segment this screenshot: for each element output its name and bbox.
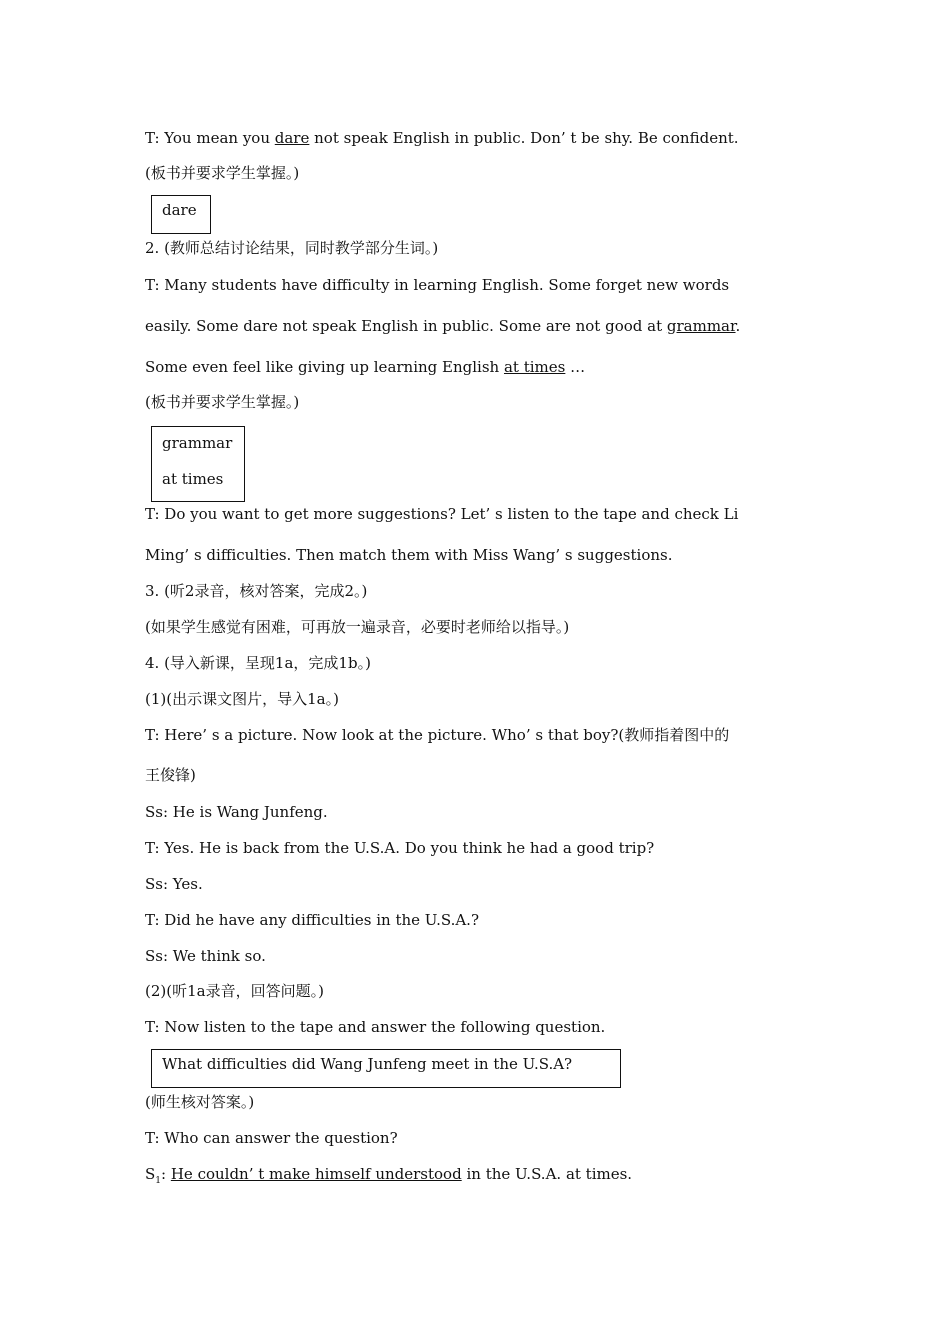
text: not speak English in public. Don’ t be shy. Be confident.: [309, 129, 739, 147]
text-line: Ss: Yes.: [145, 875, 203, 893]
text-line: T: Many students have difficulty in learning English. Some forget new words: [145, 276, 730, 294]
text: .: [735, 317, 741, 335]
text: Some even feel like giving up learning English: [145, 358, 504, 376]
text-line: T: Yes. He is back from the U.S.A. Do you think he had a good trip?: [145, 839, 655, 857]
text-line: [145, 357, 585, 377]
underlined-word: grammar: [666, 317, 736, 335]
board-box: [151, 195, 211, 234]
question-box: [151, 1049, 621, 1088]
text-line: (板书并要求学生掌握。): [145, 393, 300, 411]
box-text: grammar: [162, 434, 233, 452]
text-line: [145, 316, 740, 336]
text-line: (如果学生感觉有困难，可再放一遍录音，必要时老师给以指导。): [145, 618, 570, 636]
text-line: (板书并要求学生掌握。): [145, 164, 300, 182]
underlined-word: at times: [503, 358, 566, 376]
text: S: [145, 1165, 156, 1183]
text-line: 2. (教师总结讨论结果，同时教学部分生词。): [145, 239, 439, 257]
text: easily. Some dare not speak English in public. Some are not good at: [145, 317, 667, 335]
text: T: You mean you: [145, 129, 275, 147]
text: :: [161, 1165, 171, 1183]
text-line: [145, 128, 739, 148]
text-line: T: Do you want to get more suggestions? Let’ s listen to the tape and check Li: [145, 505, 739, 523]
text-line: 3. (听2录音，核对答案，完成2。): [145, 582, 368, 600]
text-line: T: Now listen to the tape and answer the following question.: [145, 1018, 606, 1036]
text: in the U.S.A. at times.: [461, 1165, 633, 1183]
text-line: Ss: We think so.: [145, 947, 266, 965]
text-line: 4. (导入新课，呈现1a，完成1b。): [145, 654, 371, 672]
text-line: Ss: He is Wang Junfeng.: [145, 803, 328, 821]
text-line: [145, 1164, 632, 1191]
board-box: [151, 426, 245, 502]
text-line: T: Here’ s a picture. Now look at the picture. Who’ s that boy?(教师指着图中的: [145, 726, 730, 744]
box-text: What difficulties did Wang Junfeng meet in the U.S.A?: [162, 1055, 573, 1073]
text-line: 王俊锋): [145, 766, 196, 784]
text: …: [565, 358, 586, 376]
text-line: T: Who can answer the question?: [145, 1129, 398, 1147]
underlined-phrase: He couldn’ t make himself understood: [170, 1165, 462, 1183]
box-text: at times: [162, 470, 224, 488]
subscript: 1: [155, 1176, 162, 1186]
text-line: (1)(出示课文图片，导入1a。): [145, 690, 339, 708]
underlined-word: dare: [274, 129, 310, 147]
text-line: Ming’ s difficulties. Then match them with Miss Wang’ s suggestions.: [145, 546, 673, 564]
text-line: T: Did he have any difficulties in the U.S.A.?: [145, 911, 479, 929]
box-text: dare: [162, 201, 197, 219]
text-line: (师生核对答案。): [145, 1093, 255, 1111]
text-line: (2)(听1a录音，回答问题。): [145, 982, 324, 1000]
